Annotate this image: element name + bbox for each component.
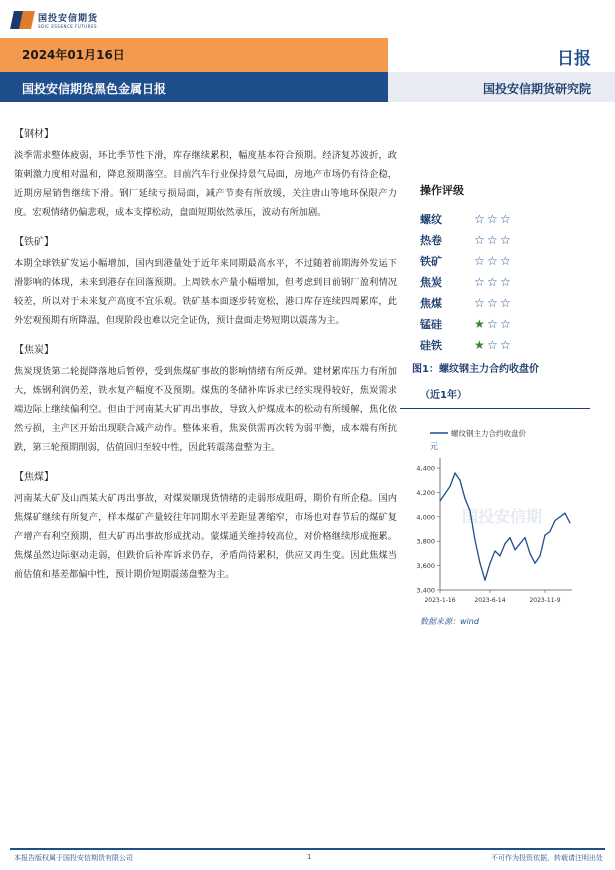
data-point xyxy=(519,543,520,544)
data-source: 数据来源：wind xyxy=(420,617,479,626)
rating-stars xyxy=(474,338,513,352)
data-point xyxy=(499,555,500,556)
section-iron-ore xyxy=(14,236,397,330)
data-point xyxy=(439,500,440,501)
rating-stars xyxy=(474,233,513,247)
section-coke xyxy=(14,344,397,457)
data-point xyxy=(474,539,475,540)
y-tick-label: 3,600 xyxy=(416,562,435,571)
star-empty-icon: ☆ xyxy=(500,253,512,268)
x-tick-label: 2023-11-9 xyxy=(529,597,561,604)
rating-commodity: 螺纹 xyxy=(420,212,442,226)
data-point xyxy=(559,516,560,517)
rating-row xyxy=(420,271,580,292)
section-heading: 【铁矿】 xyxy=(14,237,54,248)
x-tick-label: 2023-1-16 xyxy=(424,597,456,604)
star-empty-icon: ☆ xyxy=(474,211,486,226)
data-point xyxy=(454,472,455,473)
rating-row xyxy=(420,292,580,313)
star-empty-icon: ☆ xyxy=(487,316,499,331)
data-point xyxy=(459,480,460,481)
rating-commodity: 硅铁 xyxy=(420,338,442,352)
data-point xyxy=(569,522,570,523)
section-coking-coal xyxy=(14,471,397,584)
rating-commodity: 焦煤 xyxy=(420,296,442,310)
report-date: 2024年01月16日 xyxy=(22,48,125,62)
data-point xyxy=(509,537,510,538)
data-point xyxy=(554,520,555,521)
section-heading: 【钢材】 xyxy=(14,129,54,140)
rating-panel xyxy=(420,182,580,355)
rebar-price-chart xyxy=(404,420,594,610)
star-empty-icon: ☆ xyxy=(500,274,512,289)
rating-row xyxy=(420,313,580,334)
figure-subtitle: （近1年） xyxy=(420,390,467,401)
star-empty-icon: ☆ xyxy=(500,211,512,226)
logo-mark-icon xyxy=(12,9,34,31)
data-point xyxy=(489,563,490,564)
data-point xyxy=(479,563,480,564)
data-point xyxy=(504,543,505,544)
star-filled-icon: ★ xyxy=(474,316,486,331)
star-empty-icon: ☆ xyxy=(487,211,499,226)
data-point xyxy=(494,550,495,551)
data-point xyxy=(529,553,530,554)
logo-english: SDIC ESSENCE FUTURES xyxy=(38,24,98,29)
section-steel xyxy=(14,128,397,222)
watermark-text: 国投安信期 xyxy=(462,507,543,526)
footer-divider xyxy=(10,848,605,850)
data-point xyxy=(469,510,470,511)
star-empty-icon: ☆ xyxy=(474,232,486,247)
company-logo xyxy=(12,6,132,34)
data-point xyxy=(449,486,450,487)
y-tick-label: 3,800 xyxy=(416,537,435,546)
data-point xyxy=(564,513,565,514)
star-filled-icon: ★ xyxy=(474,337,486,352)
y-tick-label: 4,000 xyxy=(416,513,435,522)
doc-type-label: 日报 xyxy=(557,49,591,69)
institute-name: 国投安信期货研究院 xyxy=(482,82,591,96)
rating-title: 操作评级 xyxy=(420,184,464,197)
report-title: 国投安信期货黑色金属日报 xyxy=(22,82,167,96)
star-empty-icon: ☆ xyxy=(474,253,486,268)
y-tick-label: 4,400 xyxy=(416,464,435,473)
rating-stars xyxy=(474,275,513,289)
data-point xyxy=(534,563,535,564)
y-tick-label: 3,400 xyxy=(416,586,435,595)
rating-row xyxy=(420,334,580,355)
rating-stars xyxy=(474,317,513,331)
rating-stars xyxy=(474,212,513,226)
rating-stars xyxy=(474,296,513,310)
star-empty-icon: ☆ xyxy=(487,295,499,310)
y-unit-label: 元 xyxy=(430,442,438,451)
rating-stars xyxy=(474,254,513,268)
data-point xyxy=(539,555,540,556)
data-point xyxy=(444,493,445,494)
star-empty-icon: ☆ xyxy=(487,232,499,247)
rating-row xyxy=(420,229,580,250)
section-heading: 【焦煤】 xyxy=(14,472,54,483)
x-tick-label: 2023-6-14 xyxy=(474,597,506,604)
star-empty-icon: ☆ xyxy=(500,337,512,352)
star-empty-icon: ☆ xyxy=(487,274,499,289)
figure-title: 图1：螺纹钢主力合约收盘价 xyxy=(412,364,539,375)
section-body: 河南某大矿及山西某大矿再出事故，对煤炭顺现货情绪的走弱形成阻碍，期价有所企稳。国内焦煤矿继续有所复产，样本煤矿产量较往年同期水平差距显著缩窄，市场也对春节后的煤矿复产增产有利空预期，但大矿再出事故形成扰动。蒙煤通关维持较高位，对价格继续形成拖累。焦煤虽然边际驱动走弱，但跌价后补库诉求仍存，矛盾尚待累积，供应又再生变。因此焦煤当前估值和基差都偏中性，预计期价短期震荡盘整为主。 xyxy=(14,493,397,580)
star-empty-icon: ☆ xyxy=(474,274,486,289)
rating-row xyxy=(420,208,580,229)
rating-commodity: 焦炭 xyxy=(420,275,442,289)
figure-divider xyxy=(400,408,590,409)
section-body: 本期全球铁矿发运小幅增加，国内到港量处于近年来同期最高水平，不过随着前期海外发运下滑影响的体现，未来到港存在回落预期。上周铁水产量小幅增加，但考虑到目前钢厂盈利情况较差，所以对于未来复产高度不宜乐观。铁矿基本面逐步转宽松，港口库存连续四周累库，此外宏观预期有所降温，但现阶段也难以完全证伪，预计盘面走势短期以震荡为主。 xyxy=(14,258,397,326)
data-point xyxy=(524,537,525,538)
page-number: 1 xyxy=(307,853,312,861)
data-point xyxy=(484,580,485,581)
series-line-rebar xyxy=(440,473,570,580)
section-body: 焦炭现货第二轮提降落地后暂停，受到焦煤矿事故的影响情绪有所反弹。建材累库压力有所加大，炼钢利润仍差，铁水复产幅度不及预期。煤焦的冬储补库诉求已经实现得较好，焦炭需求端边际上继续偏利空。但由于河南某大矿再出事故，导致入炉煤成本的松动有所缓解，焦化依然亏损，主产区开始出现联合减产动作。整体来看，焦炭供需再次转为弱平衡，成本端有所抗跌，第三轮预期削弱，估值回归至较中性，因此转震荡盘整为主。 xyxy=(14,366,397,453)
rating-commodity: 热卷 xyxy=(420,233,442,247)
star-empty-icon: ☆ xyxy=(487,253,499,268)
data-point xyxy=(514,549,515,550)
section-heading: 【焦炭】 xyxy=(14,345,54,356)
logo-name: 国投安信期货 xyxy=(38,14,99,24)
data-point xyxy=(464,498,465,499)
footer-copyright: 本报告版权属于国投安信期货有限公司 xyxy=(14,854,133,862)
section-body: 淡季需求整体疲弱，环比季节性下滑，库存继续累积，幅度基本符合预期。经济复苏波折，政策刺激力度相对温和，降息预期落空。目前汽车行业保持景气局面，房地产市场仍有待企稳，近期房屋销售继续下滑。钢厂延续亏损局面，减产节奏有所放缓，关注唐山等地环保限产力度。宏观情绪仍偏悲观，成本支撑松动，盘面短期依然承压，波动有所加剧。 xyxy=(14,150,397,218)
rating-commodity: 锰硅 xyxy=(420,317,442,331)
y-tick-label: 4,200 xyxy=(416,488,435,497)
star-empty-icon: ☆ xyxy=(500,295,512,310)
star-empty-icon: ☆ xyxy=(500,316,512,331)
legend-label: 螺纹钢主力合约收盘价 xyxy=(451,429,526,438)
star-empty-icon: ☆ xyxy=(474,295,486,310)
commentary-column xyxy=(14,128,397,598)
star-empty-icon: ☆ xyxy=(500,232,512,247)
star-empty-icon: ☆ xyxy=(487,337,499,352)
data-point xyxy=(549,531,550,532)
rating-commodity: 铁矿 xyxy=(420,254,442,268)
data-point xyxy=(544,535,545,536)
footer-disclaimer: 不可作为投资依据，转载请注明出处 xyxy=(491,854,603,862)
rating-row xyxy=(420,250,580,271)
